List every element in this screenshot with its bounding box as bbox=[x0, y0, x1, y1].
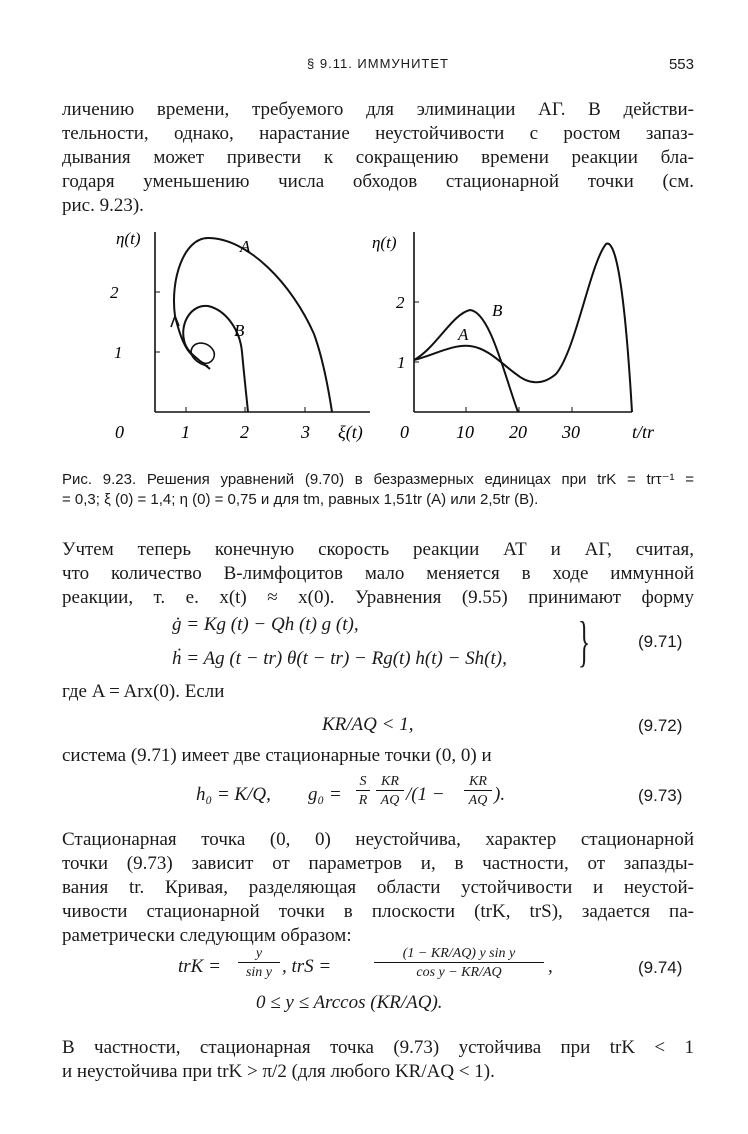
fraction-numerator: (1 − KR/AQ) y sin y bbox=[374, 946, 544, 963]
text-line: точки (9.73) зависит от параметров и, в частности, от запазды- bbox=[62, 853, 694, 874]
g0-close: ). bbox=[494, 784, 506, 805]
paragraph-1 bbox=[62, 98, 694, 218]
y-tick-label: 1 bbox=[397, 353, 406, 372]
curve-label-b: B bbox=[234, 321, 245, 340]
y-axis-label: η(t) bbox=[372, 233, 397, 252]
g0-middle: /(1 − bbox=[406, 784, 445, 805]
fraction-denominator: sin y bbox=[245, 965, 273, 980]
equation-9-71-line-1: ġ = Kg (t) − Qh (t) g (t), bbox=[172, 614, 359, 635]
page-number: 553 bbox=[668, 56, 694, 73]
right-brace: } bbox=[578, 611, 591, 673]
text-line: и неустойчива при trK > π/2 (для любого KR/AQ < 1). bbox=[62, 1061, 495, 1082]
text-line: реакции, т. е. x(t) ≈ x(0). Уравнения (9.55) принимают форму bbox=[62, 587, 694, 608]
text-line: что количество B-лимфоцитов мало меняется в ходе иммунной bbox=[62, 563, 694, 584]
x-tick-label: 30 bbox=[562, 422, 580, 442]
x-tick-label: 2 bbox=[240, 422, 249, 442]
equation-number: (9.74) bbox=[638, 958, 683, 977]
x-tick-label: 10 bbox=[456, 422, 474, 442]
equation-number: (9.72) bbox=[638, 716, 683, 735]
equation-9-71-line-2: ḣ = Ag (t − tr) θ(t − tr) − Rg(t) h(t) − Sh(t), bbox=[172, 648, 507, 669]
x-tick-label: 1 bbox=[181, 422, 190, 442]
caption-line: = 0,3; ξ (0) = 1,4; η (0) = 0,75 и для tm, равных 1,51tr (A) или 2,5tr (B). bbox=[62, 491, 539, 508]
x-tick-label: 0 bbox=[115, 422, 124, 442]
fraction-numerator: KR bbox=[376, 774, 404, 791]
text-line: Учтем теперь конечную скорость реакции АТ и АГ, считая, bbox=[62, 539, 694, 560]
equation-suffix: , bbox=[548, 956, 553, 977]
curve-a bbox=[174, 238, 332, 412]
text-line: система (9.71) имеет две стационарные точки (0, 0) и bbox=[62, 745, 492, 766]
y-tick-label: 2 bbox=[110, 283, 119, 302]
equation-number: (9.73) bbox=[638, 786, 683, 805]
figure-right-panel bbox=[372, 224, 692, 450]
text-line: дывания может привести к сокращению времени реакции бла- bbox=[62, 147, 694, 168]
y-tick-label: 2 bbox=[396, 293, 405, 312]
equation-9-72: KR/AQ < 1, bbox=[322, 714, 414, 735]
caption-line: Рис. 9.23. Решения уравнений (9.70) в безразмерных единицах при trK = trτ⁻¹ = bbox=[62, 471, 694, 488]
paragraph-4 bbox=[62, 1036, 694, 1084]
h0-expression: h₀ = K/Q, bbox=[196, 784, 271, 805]
text-line: личению времени, требуемого для элиминации АГ. В действи- bbox=[62, 99, 694, 120]
fraction-numerator: y bbox=[238, 946, 280, 963]
fraction-denominator: AQ bbox=[468, 793, 488, 808]
paragraph-2 bbox=[62, 538, 694, 610]
trs-prefix: , trS = bbox=[282, 956, 332, 977]
fraction-denominator: R bbox=[358, 793, 368, 808]
text-line: Стационарная точка (0, 0) неустойчива, характер стационарной bbox=[62, 829, 694, 850]
text-line: В частности, стационарная точка (9.73) устойчива при trK < 1 bbox=[62, 1037, 694, 1058]
equation-number: (9.71) bbox=[638, 632, 683, 651]
text-line: рис. 9.23). bbox=[62, 195, 144, 216]
spiral-core bbox=[191, 343, 214, 366]
fraction-denominator: AQ bbox=[380, 793, 400, 808]
figure-left-panel bbox=[100, 224, 380, 450]
x-axis-label: ξ(t) bbox=[338, 422, 363, 442]
y-axis-label: η(t) bbox=[116, 229, 141, 248]
page-header bbox=[62, 56, 694, 78]
trk-prefix: trK = bbox=[178, 956, 221, 977]
equation-9-74-range: 0 ≤ y ≤ Arccos (KR/AQ). bbox=[256, 992, 443, 1013]
paragraph-3 bbox=[62, 828, 694, 948]
figure-caption bbox=[62, 470, 694, 510]
text-line: тельности, однако, нарастание неустойчивости с ростом запаз- bbox=[62, 123, 694, 144]
x-tick-label: 20 bbox=[509, 422, 527, 442]
fraction-denominator: cos y − KR/AQ bbox=[416, 965, 502, 980]
x-axis-label: t/tr bbox=[632, 422, 655, 442]
text-line: где A = Arx(0). Если bbox=[62, 681, 225, 702]
x-tick-label: 3 bbox=[301, 422, 310, 442]
curve-label-b: B bbox=[492, 301, 503, 320]
paragraph-system bbox=[62, 744, 694, 768]
y-tick-label: 1 bbox=[114, 343, 123, 362]
x-tick-label: 0 bbox=[400, 422, 409, 442]
curve-label-a: A bbox=[458, 325, 469, 344]
text-line: раметрически следующим образом: bbox=[62, 925, 352, 946]
fraction-numerator: S bbox=[356, 774, 370, 791]
text-line: вания tr. Кривая, разделяющая области устойчивости и неустой- bbox=[62, 877, 694, 898]
fraction-numerator: KR bbox=[464, 774, 492, 791]
g0-prefix: g₀ = bbox=[308, 784, 342, 805]
text-line: чивости стационарной точки в плоскости (trK, trS), задается па- bbox=[62, 901, 694, 922]
curve-label-a: A bbox=[240, 237, 251, 256]
paragraph-where bbox=[62, 680, 694, 704]
running-title: § 9.11. ИММУНИТЕТ bbox=[307, 56, 449, 71]
text-line: годаря уменьшению числа обходов стационарной точки (см. bbox=[62, 171, 694, 192]
